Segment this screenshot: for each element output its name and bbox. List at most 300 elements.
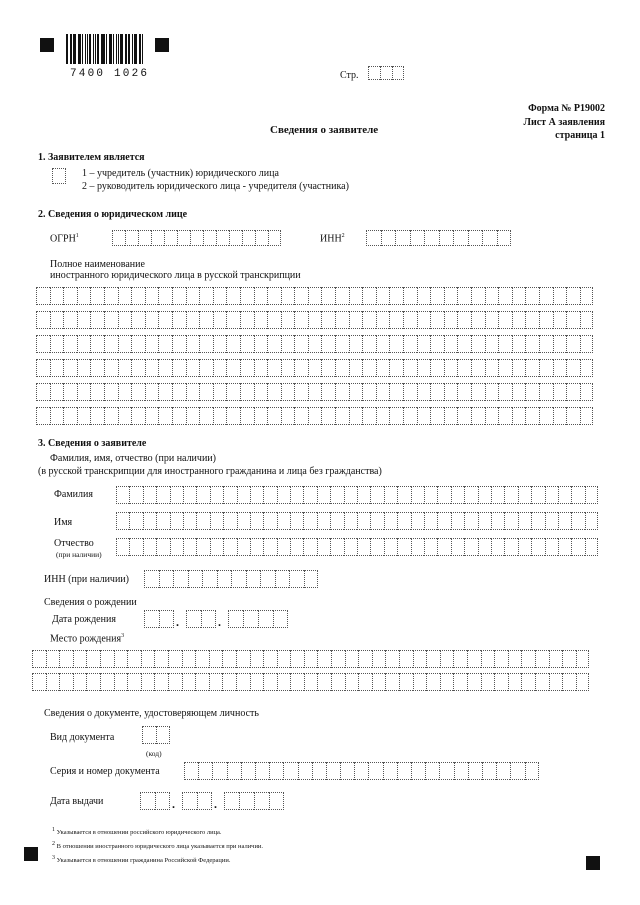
input-cell[interactable] — [585, 486, 598, 504]
input-cell[interactable] — [585, 512, 598, 530]
input-cell[interactable] — [317, 512, 330, 530]
input-cell[interactable] — [437, 512, 450, 530]
inn-cells[interactable] — [366, 230, 511, 246]
input-cell[interactable] — [413, 673, 427, 691]
input-cell[interactable] — [63, 359, 77, 377]
input-cell[interactable] — [471, 335, 485, 353]
input-cell[interactable] — [349, 383, 363, 401]
input-cell[interactable] — [403, 287, 417, 305]
input-cell[interactable] — [131, 407, 145, 425]
input-cell[interactable] — [358, 650, 372, 668]
input-cell[interactable] — [430, 311, 444, 329]
input-cell[interactable] — [464, 538, 477, 556]
input-cell[interactable] — [267, 359, 281, 377]
input-cell[interactable] — [172, 383, 186, 401]
input-cell[interactable] — [553, 335, 567, 353]
input-cell[interactable] — [553, 407, 567, 425]
input-cell[interactable] — [118, 407, 132, 425]
input-cell[interactable] — [453, 230, 468, 246]
input-cell[interactable] — [508, 673, 522, 691]
foreign-name-row[interactable] — [36, 383, 593, 401]
input-cell[interactable] — [198, 762, 212, 780]
input-cell[interactable] — [580, 311, 594, 329]
input-cell[interactable] — [308, 287, 322, 305]
input-cell[interactable] — [226, 407, 240, 425]
input-cell[interactable] — [308, 407, 322, 425]
input-cell[interactable] — [255, 762, 269, 780]
input-cell[interactable] — [267, 335, 281, 353]
input-cell[interactable] — [444, 287, 458, 305]
input-cell[interactable] — [410, 230, 425, 246]
input-cell[interactable] — [59, 673, 73, 691]
input-cell[interactable] — [444, 335, 458, 353]
input-cell[interactable] — [521, 650, 535, 668]
input-cell[interactable] — [457, 287, 471, 305]
input-cell[interactable] — [112, 230, 125, 246]
input-cell[interactable] — [260, 570, 275, 588]
input-cell[interactable] — [549, 673, 563, 691]
input-cell[interactable] — [183, 512, 196, 530]
input-cell[interactable] — [512, 311, 526, 329]
input-cell[interactable] — [197, 792, 212, 810]
applicant-type-cell[interactable] — [52, 168, 66, 184]
input-cell[interactable] — [131, 287, 145, 305]
input-cell[interactable] — [335, 335, 349, 353]
input-cell[interactable] — [210, 512, 223, 530]
input-cell[interactable] — [104, 287, 118, 305]
input-cell[interactable] — [417, 359, 431, 377]
input-cell[interactable] — [457, 407, 471, 425]
input-cell[interactable] — [566, 383, 580, 401]
input-cell[interactable] — [384, 486, 397, 504]
input-cell[interactable] — [182, 792, 197, 810]
input-cell[interactable] — [451, 512, 464, 530]
input-cell[interactable] — [240, 335, 254, 353]
input-cell[interactable] — [240, 287, 254, 305]
input-cell[interactable] — [231, 570, 246, 588]
input-cell[interactable] — [424, 486, 437, 504]
input-cell[interactable] — [145, 335, 159, 353]
input-cell[interactable] — [131, 335, 145, 353]
input-cell[interactable] — [86, 650, 100, 668]
input-cell[interactable] — [32, 650, 46, 668]
input-cell[interactable] — [344, 538, 357, 556]
input-cell[interactable] — [531, 486, 544, 504]
input-cell[interactable] — [381, 230, 396, 246]
input-cell[interactable] — [553, 311, 567, 329]
input-cell[interactable] — [158, 311, 172, 329]
input-cell[interactable] — [127, 673, 141, 691]
input-cell[interactable] — [508, 650, 522, 668]
input-cell[interactable] — [485, 311, 499, 329]
input-cell[interactable] — [304, 570, 319, 588]
input-cell[interactable] — [290, 538, 303, 556]
input-cell[interactable] — [321, 359, 335, 377]
input-cell[interactable] — [195, 673, 209, 691]
input-cell[interactable] — [199, 407, 213, 425]
name-cells[interactable] — [116, 512, 598, 530]
input-cell[interactable] — [539, 287, 553, 305]
input-cell[interactable] — [321, 335, 335, 353]
input-cell[interactable] — [368, 66, 380, 80]
input-cell[interactable] — [156, 538, 169, 556]
input-cell[interactable] — [321, 407, 335, 425]
input-cell[interactable] — [250, 650, 264, 668]
input-cell[interactable] — [237, 486, 250, 504]
input-cell[interactable] — [186, 383, 200, 401]
birth-year-cells[interactable] — [228, 610, 288, 628]
input-cell[interactable] — [281, 287, 295, 305]
foreign-name-row[interactable] — [36, 287, 593, 305]
input-cell[interactable] — [471, 407, 485, 425]
input-cell[interactable] — [482, 762, 496, 780]
input-cell[interactable] — [250, 512, 263, 530]
input-cell[interactable] — [145, 311, 159, 329]
input-cell[interactable] — [186, 311, 200, 329]
input-cell[interactable] — [226, 287, 240, 305]
input-cell[interactable] — [471, 359, 485, 377]
input-cell[interactable] — [368, 762, 382, 780]
input-cell[interactable] — [417, 311, 431, 329]
input-cell[interactable] — [268, 230, 281, 246]
input-cell[interactable] — [518, 512, 531, 530]
input-cell[interactable] — [349, 287, 363, 305]
input-cell[interactable] — [444, 359, 458, 377]
input-cell[interactable] — [576, 650, 590, 668]
input-cell[interactable] — [362, 287, 376, 305]
input-cell[interactable] — [281, 335, 295, 353]
input-cell[interactable] — [154, 673, 168, 691]
input-cell[interactable] — [417, 383, 431, 401]
input-cell[interactable] — [263, 538, 276, 556]
input-cell[interactable] — [145, 287, 159, 305]
input-cell[interactable] — [417, 407, 431, 425]
input-cell[interactable] — [571, 486, 584, 504]
input-cell[interactable] — [545, 486, 558, 504]
input-cell[interactable] — [453, 650, 467, 668]
input-cell[interactable] — [250, 673, 264, 691]
input-cell[interactable] — [335, 359, 349, 377]
input-cell[interactable] — [186, 359, 200, 377]
foreign-name-row[interactable] — [36, 359, 593, 377]
input-cell[interactable] — [457, 359, 471, 377]
ogrn-cells[interactable] — [112, 230, 281, 246]
input-cell[interactable] — [173, 570, 188, 588]
input-cell[interactable] — [90, 407, 104, 425]
input-cell[interactable] — [77, 311, 91, 329]
input-cell[interactable] — [154, 650, 168, 668]
input-cell[interactable] — [424, 538, 437, 556]
input-cell[interactable] — [392, 66, 404, 80]
input-cell[interactable] — [525, 407, 539, 425]
input-cell[interactable] — [254, 335, 268, 353]
input-cell[interactable] — [118, 335, 132, 353]
input-cell[interactable] — [213, 311, 227, 329]
input-cell[interactable] — [580, 287, 594, 305]
input-cell[interactable] — [118, 383, 132, 401]
input-cell[interactable] — [172, 335, 186, 353]
input-cell[interactable] — [389, 311, 403, 329]
input-cell[interactable] — [403, 311, 417, 329]
input-cell[interactable] — [349, 407, 363, 425]
input-cell[interactable] — [213, 335, 227, 353]
input-cell[interactable] — [258, 610, 273, 628]
input-cell[interactable] — [521, 673, 535, 691]
input-cell[interactable] — [36, 311, 50, 329]
input-cell[interactable] — [199, 383, 213, 401]
input-cell[interactable] — [512, 407, 526, 425]
input-cell[interactable] — [131, 359, 145, 377]
input-cell[interactable] — [539, 311, 553, 329]
input-cell[interactable] — [430, 383, 444, 401]
input-cell[interactable] — [168, 673, 182, 691]
input-cell[interactable] — [269, 792, 284, 810]
input-cell[interactable] — [545, 538, 558, 556]
input-cell[interactable] — [403, 359, 417, 377]
input-cell[interactable] — [437, 486, 450, 504]
input-cell[interactable] — [143, 512, 156, 530]
input-cell[interactable] — [143, 486, 156, 504]
input-cell[interactable] — [104, 359, 118, 377]
input-cell[interactable] — [36, 335, 50, 353]
input-cell[interactable] — [372, 673, 386, 691]
input-cell[interactable] — [202, 570, 217, 588]
input-cell[interactable] — [196, 538, 209, 556]
input-cell[interactable] — [535, 650, 549, 668]
input-cell[interactable] — [263, 650, 277, 668]
input-cell[interactable] — [512, 383, 526, 401]
input-cell[interactable] — [294, 359, 308, 377]
input-cell[interactable] — [263, 486, 276, 504]
input-cell[interactable] — [411, 538, 424, 556]
input-cell[interactable] — [478, 538, 491, 556]
input-cell[interactable] — [156, 512, 169, 530]
input-cell[interactable] — [275, 570, 290, 588]
input-cell[interactable] — [210, 538, 223, 556]
input-cell[interactable] — [63, 407, 77, 425]
input-cell[interactable] — [512, 359, 526, 377]
input-cell[interactable] — [485, 287, 499, 305]
input-cell[interactable] — [539, 359, 553, 377]
input-cell[interactable] — [553, 383, 567, 401]
input-cell[interactable] — [141, 673, 155, 691]
input-cell[interactable] — [199, 311, 213, 329]
input-cell[interactable] — [186, 335, 200, 353]
input-cell[interactable] — [52, 168, 66, 184]
input-cell[interactable] — [478, 512, 491, 530]
input-cell[interactable] — [281, 383, 295, 401]
input-cell[interactable] — [498, 383, 512, 401]
surname-cells[interactable] — [116, 486, 598, 504]
input-cell[interactable] — [125, 230, 138, 246]
input-cell[interactable] — [303, 486, 316, 504]
input-cell[interactable] — [468, 230, 483, 246]
input-cell[interactable] — [362, 359, 376, 377]
birth-place-row-1[interactable] — [32, 650, 589, 668]
input-cell[interactable] — [525, 311, 539, 329]
input-cell[interactable] — [283, 762, 297, 780]
input-cell[interactable] — [430, 407, 444, 425]
input-cell[interactable] — [370, 486, 383, 504]
input-cell[interactable] — [254, 383, 268, 401]
input-cell[interactable] — [36, 407, 50, 425]
input-cell[interactable] — [50, 335, 64, 353]
input-cell[interactable] — [331, 650, 345, 668]
input-cell[interactable] — [553, 359, 567, 377]
input-cell[interactable] — [223, 538, 236, 556]
input-cell[interactable] — [399, 673, 413, 691]
input-cell[interactable] — [203, 230, 216, 246]
input-cell[interactable] — [240, 407, 254, 425]
input-cell[interactable] — [376, 407, 390, 425]
input-cell[interactable] — [403, 383, 417, 401]
input-cell[interactable] — [344, 486, 357, 504]
input-cell[interactable] — [504, 538, 517, 556]
input-cell[interactable] — [335, 407, 349, 425]
input-cell[interactable] — [216, 230, 229, 246]
input-cell[interactable] — [226, 311, 240, 329]
input-cell[interactable] — [357, 512, 370, 530]
input-cell[interactable] — [444, 407, 458, 425]
input-cell[interactable] — [243, 610, 258, 628]
input-cell[interactable] — [539, 383, 553, 401]
input-cell[interactable] — [289, 570, 304, 588]
input-cell[interactable] — [525, 287, 539, 305]
input-cell[interactable] — [453, 673, 467, 691]
input-cell[interactable] — [77, 287, 91, 305]
input-cell[interactable] — [389, 383, 403, 401]
input-cell[interactable] — [494, 650, 508, 668]
input-cell[interactable] — [330, 512, 343, 530]
birth-place-row-2[interactable] — [32, 673, 589, 691]
input-cell[interactable] — [277, 512, 290, 530]
input-cell[interactable] — [525, 359, 539, 377]
input-cell[interactable] — [571, 538, 584, 556]
input-cell[interactable] — [186, 287, 200, 305]
input-cell[interactable] — [518, 486, 531, 504]
input-cell[interactable] — [277, 538, 290, 556]
input-cell[interactable] — [294, 335, 308, 353]
input-cell[interactable] — [354, 762, 368, 780]
input-cell[interactable] — [496, 762, 510, 780]
input-cell[interactable] — [317, 673, 331, 691]
input-cell[interactable] — [241, 762, 255, 780]
input-cell[interactable] — [237, 538, 250, 556]
input-cell[interactable] — [349, 359, 363, 377]
input-cell[interactable] — [303, 538, 316, 556]
input-cell[interactable] — [362, 407, 376, 425]
input-cell[interactable] — [199, 287, 213, 305]
input-cell[interactable] — [267, 383, 281, 401]
input-cell[interactable] — [36, 383, 50, 401]
input-cell[interactable] — [424, 512, 437, 530]
input-cell[interactable] — [376, 335, 390, 353]
input-cell[interactable] — [213, 407, 227, 425]
input-cell[interactable] — [539, 335, 553, 353]
input-cell[interactable] — [491, 486, 504, 504]
input-cell[interactable] — [131, 311, 145, 329]
input-cell[interactable] — [403, 335, 417, 353]
input-cell[interactable] — [77, 359, 91, 377]
input-cell[interactable] — [36, 359, 50, 377]
input-cell[interactable] — [317, 650, 331, 668]
input-cell[interactable] — [326, 762, 340, 780]
input-cell[interactable] — [158, 383, 172, 401]
input-cell[interactable] — [545, 512, 558, 530]
input-cell[interactable] — [358, 673, 372, 691]
input-cell[interactable] — [566, 407, 580, 425]
input-cell[interactable] — [430, 359, 444, 377]
input-cell[interactable] — [451, 486, 464, 504]
input-cell[interactable] — [250, 538, 263, 556]
doc-series-number-cells[interactable] — [184, 762, 539, 780]
foreign-name-row[interactable] — [36, 407, 593, 425]
input-cell[interactable] — [114, 673, 128, 691]
input-cell[interactable] — [525, 383, 539, 401]
input-cell[interactable] — [63, 383, 77, 401]
input-cell[interactable] — [535, 673, 549, 691]
input-cell[interactable] — [77, 383, 91, 401]
input-cell[interactable] — [294, 287, 308, 305]
input-cell[interactable] — [239, 792, 254, 810]
input-cell[interactable] — [201, 610, 216, 628]
input-cell[interactable] — [403, 407, 417, 425]
input-cell[interactable] — [397, 486, 410, 504]
input-cell[interactable] — [127, 650, 141, 668]
patronymic-cells[interactable] — [116, 538, 598, 556]
input-cell[interactable] — [213, 383, 227, 401]
foreign-name-row[interactable] — [36, 311, 593, 329]
input-cell[interactable] — [566, 311, 580, 329]
input-cell[interactable] — [186, 407, 200, 425]
input-cell[interactable] — [395, 230, 410, 246]
input-cell[interactable] — [439, 230, 454, 246]
input-cell[interactable] — [143, 538, 156, 556]
input-cell[interactable] — [349, 335, 363, 353]
input-cell[interactable] — [213, 287, 227, 305]
input-cell[interactable] — [549, 650, 563, 668]
input-cell[interactable] — [140, 792, 155, 810]
input-cell[interactable] — [156, 726, 170, 744]
input-cell[interactable] — [129, 538, 142, 556]
input-cell[interactable] — [498, 287, 512, 305]
input-cell[interactable] — [344, 512, 357, 530]
input-cell[interactable] — [90, 311, 104, 329]
input-cell[interactable] — [290, 512, 303, 530]
input-cell[interactable] — [376, 311, 390, 329]
input-cell[interactable] — [290, 486, 303, 504]
input-cell[interactable] — [558, 486, 571, 504]
input-cell[interactable] — [504, 486, 517, 504]
input-cell[interactable] — [90, 359, 104, 377]
input-cell[interactable] — [376, 359, 390, 377]
input-cell[interactable] — [389, 407, 403, 425]
input-cell[interactable] — [158, 407, 172, 425]
input-cell[interactable] — [566, 287, 580, 305]
input-cell[interactable] — [100, 673, 114, 691]
input-cell[interactable] — [226, 335, 240, 353]
input-cell[interactable] — [340, 762, 354, 780]
input-cell[interactable] — [457, 335, 471, 353]
input-cell[interactable] — [116, 538, 129, 556]
input-cell[interactable] — [222, 650, 236, 668]
input-cell[interactable] — [145, 383, 159, 401]
input-cell[interactable] — [118, 311, 132, 329]
input-cell[interactable] — [468, 762, 482, 780]
input-cell[interactable] — [199, 359, 213, 377]
input-cell[interactable] — [223, 486, 236, 504]
input-cell[interactable] — [188, 570, 203, 588]
